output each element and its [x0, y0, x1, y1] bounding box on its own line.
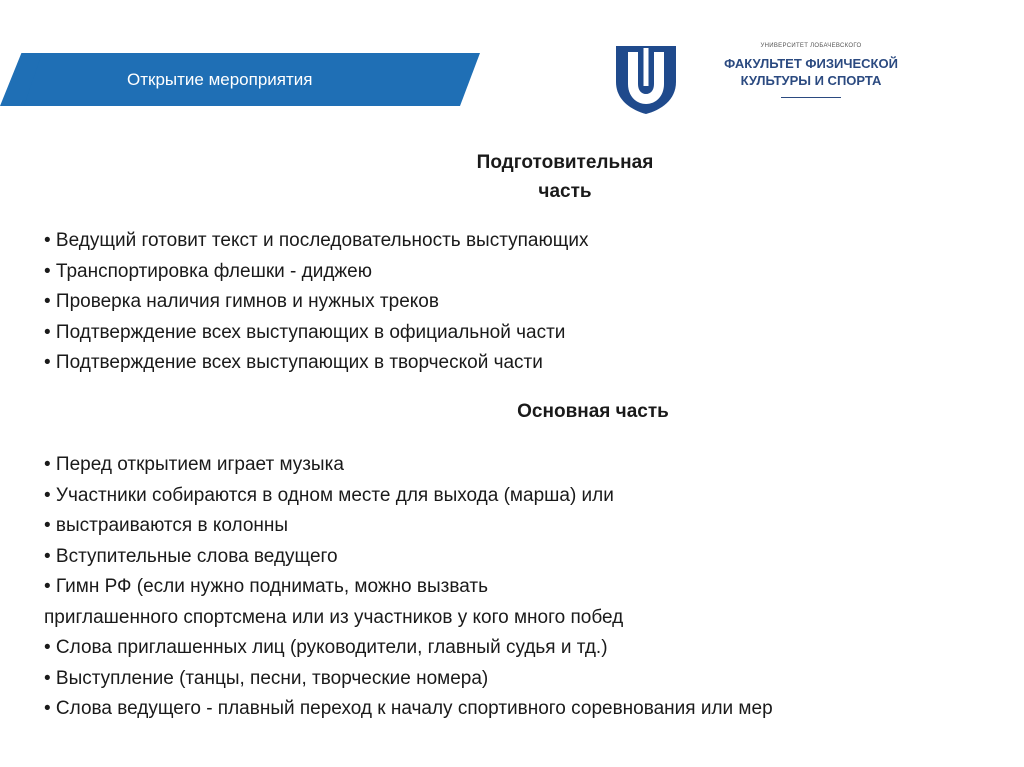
university-logo-icon	[614, 44, 678, 116]
list-item: • Транспортировка флешки - диджею	[44, 260, 372, 282]
faculty-name-line2: КУЛЬТУРЫ И СПОРТА	[740, 73, 882, 88]
university-name: УНИВЕРСИТЕТ ЛОБАЧЕВСКОГО	[760, 43, 862, 49]
slide-title: Открытие мероприятия	[127, 70, 313, 89]
faculty-logo-text	[696, 43, 926, 98]
list-item: • Перед открытием играет музыка	[44, 454, 344, 475]
main-list	[44, 450, 773, 725]
faculty-name-line1: ФАКУЛЬТЕТ ФИЗИЧЕСКОЙ	[724, 56, 898, 71]
preparatory-section-heading	[424, 148, 706, 206]
list-item: • Слова ведущего - плавный переход к началу спортивного соревнования или мер	[44, 698, 773, 719]
list-item: • Ведущий готовит текст и последовательность выступающих	[44, 230, 589, 251]
preparatory-list	[44, 226, 588, 379]
list-item: • Проверка наличия гимнов и нужных треков	[44, 291, 439, 312]
list-item: • выстраиваются в колонны	[44, 515, 289, 536]
preparatory-heading-line1: Подготовительная	[476, 152, 654, 173]
preparatory-heading-line2: часть	[538, 181, 592, 202]
list-item: • Участники собираются в одном месте для выхода (марша) или	[44, 484, 614, 506]
list-item: • Подтверждение всех выступающих в творческой части	[44, 352, 543, 373]
list-item: приглашенного спортсмена или из участников у кого много побед	[44, 606, 624, 628]
list-item: • Слова приглашенных лиц (руководители, главный судья и тд.)	[44, 637, 608, 658]
list-item: • Вступительные слова ведущего	[44, 545, 338, 567]
list-item: • Подтверждение всех выступающих в официальной части	[44, 321, 566, 343]
list-item: • Выступление (танцы, песни, творческие номера)	[44, 667, 489, 689]
main-section-heading: Основная часть	[517, 401, 669, 422]
logo-divider	[781, 97, 841, 98]
list-item: • Гимн РФ (если нужно поднимать, можно вызвать	[44, 576, 488, 597]
